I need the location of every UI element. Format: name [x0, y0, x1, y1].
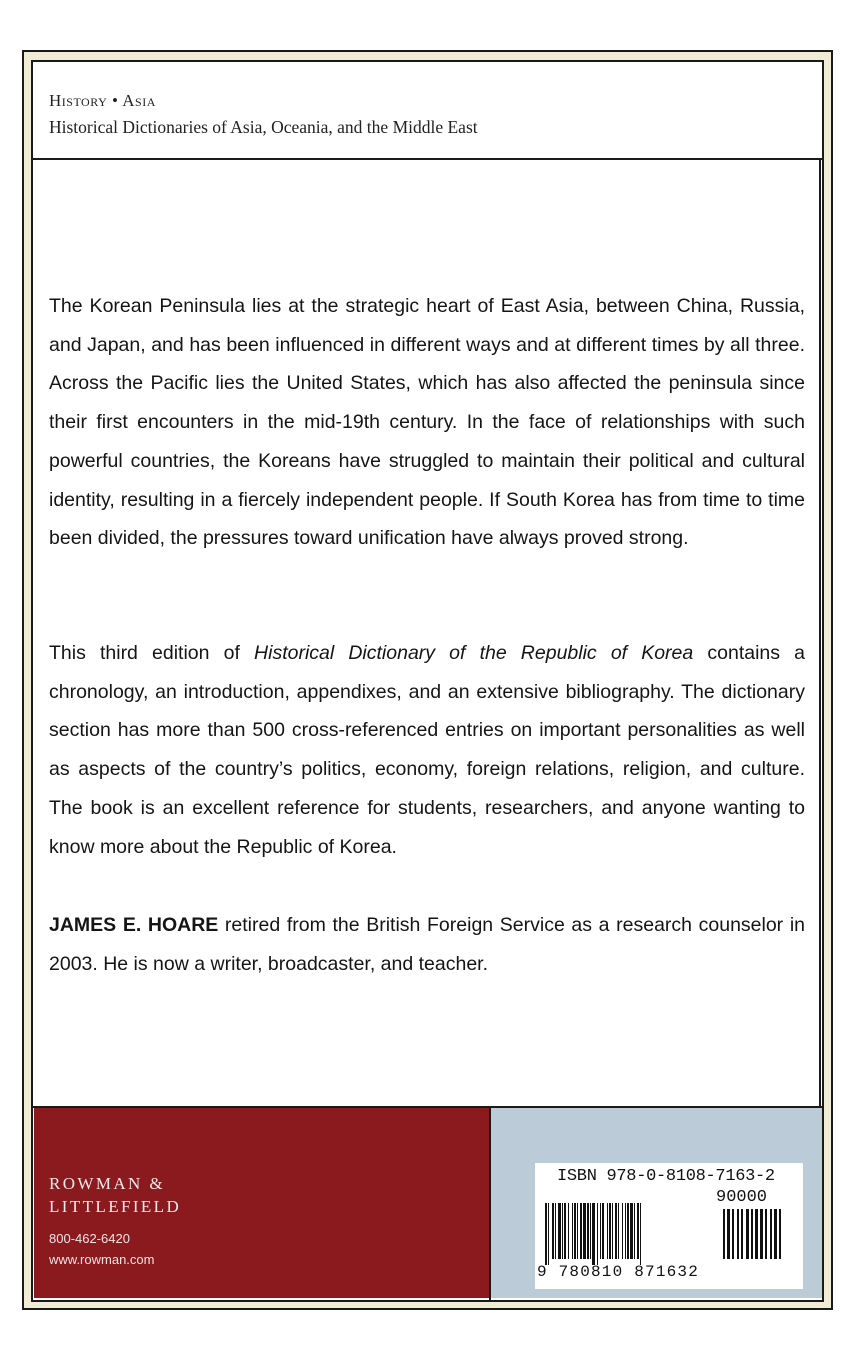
barcode-bar	[625, 1203, 626, 1259]
barcode-bar	[583, 1203, 586, 1259]
barcode-bar	[555, 1203, 556, 1259]
publisher-contact	[49, 1228, 154, 1270]
addon-bar	[737, 1209, 739, 1259]
price-code: 90000	[716, 1188, 768, 1207]
barcode-bar	[602, 1203, 604, 1259]
addon-bar	[746, 1209, 749, 1259]
right-rule	[819, 160, 821, 1108]
barcode-bar	[592, 1203, 595, 1265]
barcode-bar	[630, 1203, 633, 1259]
addon-bar	[770, 1209, 772, 1259]
isbn-label: ISBN 978-0-8108-7163-2	[557, 1167, 775, 1186]
paragraph-2-body: contains a chronology, an introduction, appendixes, and an extensive bibliography. The dictionary section has more than 500 cross-referenced entries on important personalities as well as aspects of the country’s politics, economy, foreign relations, religion, and culture. The book is an excellent reference for students, researchers, and anyone wanting to know more about the Republic of Korea.	[49, 642, 805, 858]
addon-bar	[741, 1209, 743, 1259]
panel-divider	[489, 1106, 491, 1302]
publisher-logo	[49, 1172, 181, 1218]
addon-bar	[723, 1209, 725, 1259]
paragraph-2-intro: This third edition of	[49, 642, 255, 664]
addon-bar	[732, 1209, 734, 1259]
header-block	[49, 88, 478, 140]
publisher-name-line-2: LITTLEFIELD	[49, 1197, 182, 1216]
addon-bar	[755, 1209, 758, 1259]
description-paragraph-2	[49, 634, 805, 866]
barcode-bars	[541, 1203, 801, 1265]
barcode-bar	[615, 1203, 617, 1259]
barcode-bar	[572, 1203, 573, 1259]
barcode-bar	[577, 1203, 578, 1259]
barcode-bar	[640, 1203, 641, 1265]
barcode-bar	[612, 1203, 613, 1259]
book-title: Historical Dictionary of the Republic of Korea	[254, 642, 694, 664]
isbn-barcode	[535, 1163, 803, 1289]
publisher-website[interactable]: www.rowman.com	[49, 1252, 155, 1267]
header-divider	[31, 158, 824, 160]
addon-bar	[727, 1209, 730, 1259]
barcode-bar	[597, 1203, 598, 1265]
addon-bar	[779, 1209, 781, 1259]
barcode-bar	[562, 1203, 563, 1259]
barcode-bar	[587, 1203, 589, 1259]
barcode-bar	[627, 1203, 629, 1259]
barcode-bar	[622, 1203, 623, 1259]
author-bio	[49, 906, 805, 983]
description-paragraph-1: The Korean Peninsula lies at the strategic heart of East Asia, between China, Russia, and Japan, and has been influenced in different ways and at different times by all three. Across the Pacific lies the United States, which has also affected the peninsula since their first encounters in the mid-19th century. In the face of relationships with such powerful countries, the Koreans have struggled to maintain their political and cultural identity, resulting in a fiercely independent people. If South Korea has from time to time been divided, the pressures toward unification have always proved strong.	[49, 295, 805, 550]
addon-bar	[774, 1209, 777, 1259]
publisher-name-line-1: ROWMAN &	[49, 1174, 166, 1193]
barcode-bar	[609, 1203, 611, 1259]
barcode-bar	[590, 1203, 591, 1259]
barcode-bar	[607, 1203, 608, 1259]
addon-bar	[751, 1209, 753, 1259]
category-label: History • Asia	[49, 91, 156, 110]
addon-bar	[765, 1209, 767, 1259]
barcode-bar	[637, 1203, 639, 1259]
ean-digits: 9 780810 871632	[537, 1263, 700, 1281]
series-title: Historical Dictionaries of Asia, Oceania, and the Middle East	[49, 117, 478, 137]
barcode-bar	[600, 1203, 601, 1259]
barcode-bar	[558, 1203, 561, 1259]
barcode-bar	[564, 1203, 566, 1259]
author-name: JAMES E. HOARE	[49, 914, 219, 936]
barcode-bar	[552, 1203, 554, 1259]
author-bio-text: retired from the British Foreign Service as a research counselor in 2003. He is now a writer, broadcaster, and teacher.	[49, 914, 805, 975]
barcode-bar	[634, 1203, 635, 1259]
barcode-bar	[618, 1203, 619, 1259]
barcode-bar	[545, 1203, 547, 1265]
barcode-bar	[574, 1203, 576, 1259]
barcode-bar	[548, 1203, 549, 1265]
barcode-bar	[580, 1203, 582, 1259]
barcode-bar	[568, 1203, 569, 1259]
addon-bar	[760, 1209, 763, 1259]
publisher-phone: 800-462-6420	[49, 1231, 130, 1246]
